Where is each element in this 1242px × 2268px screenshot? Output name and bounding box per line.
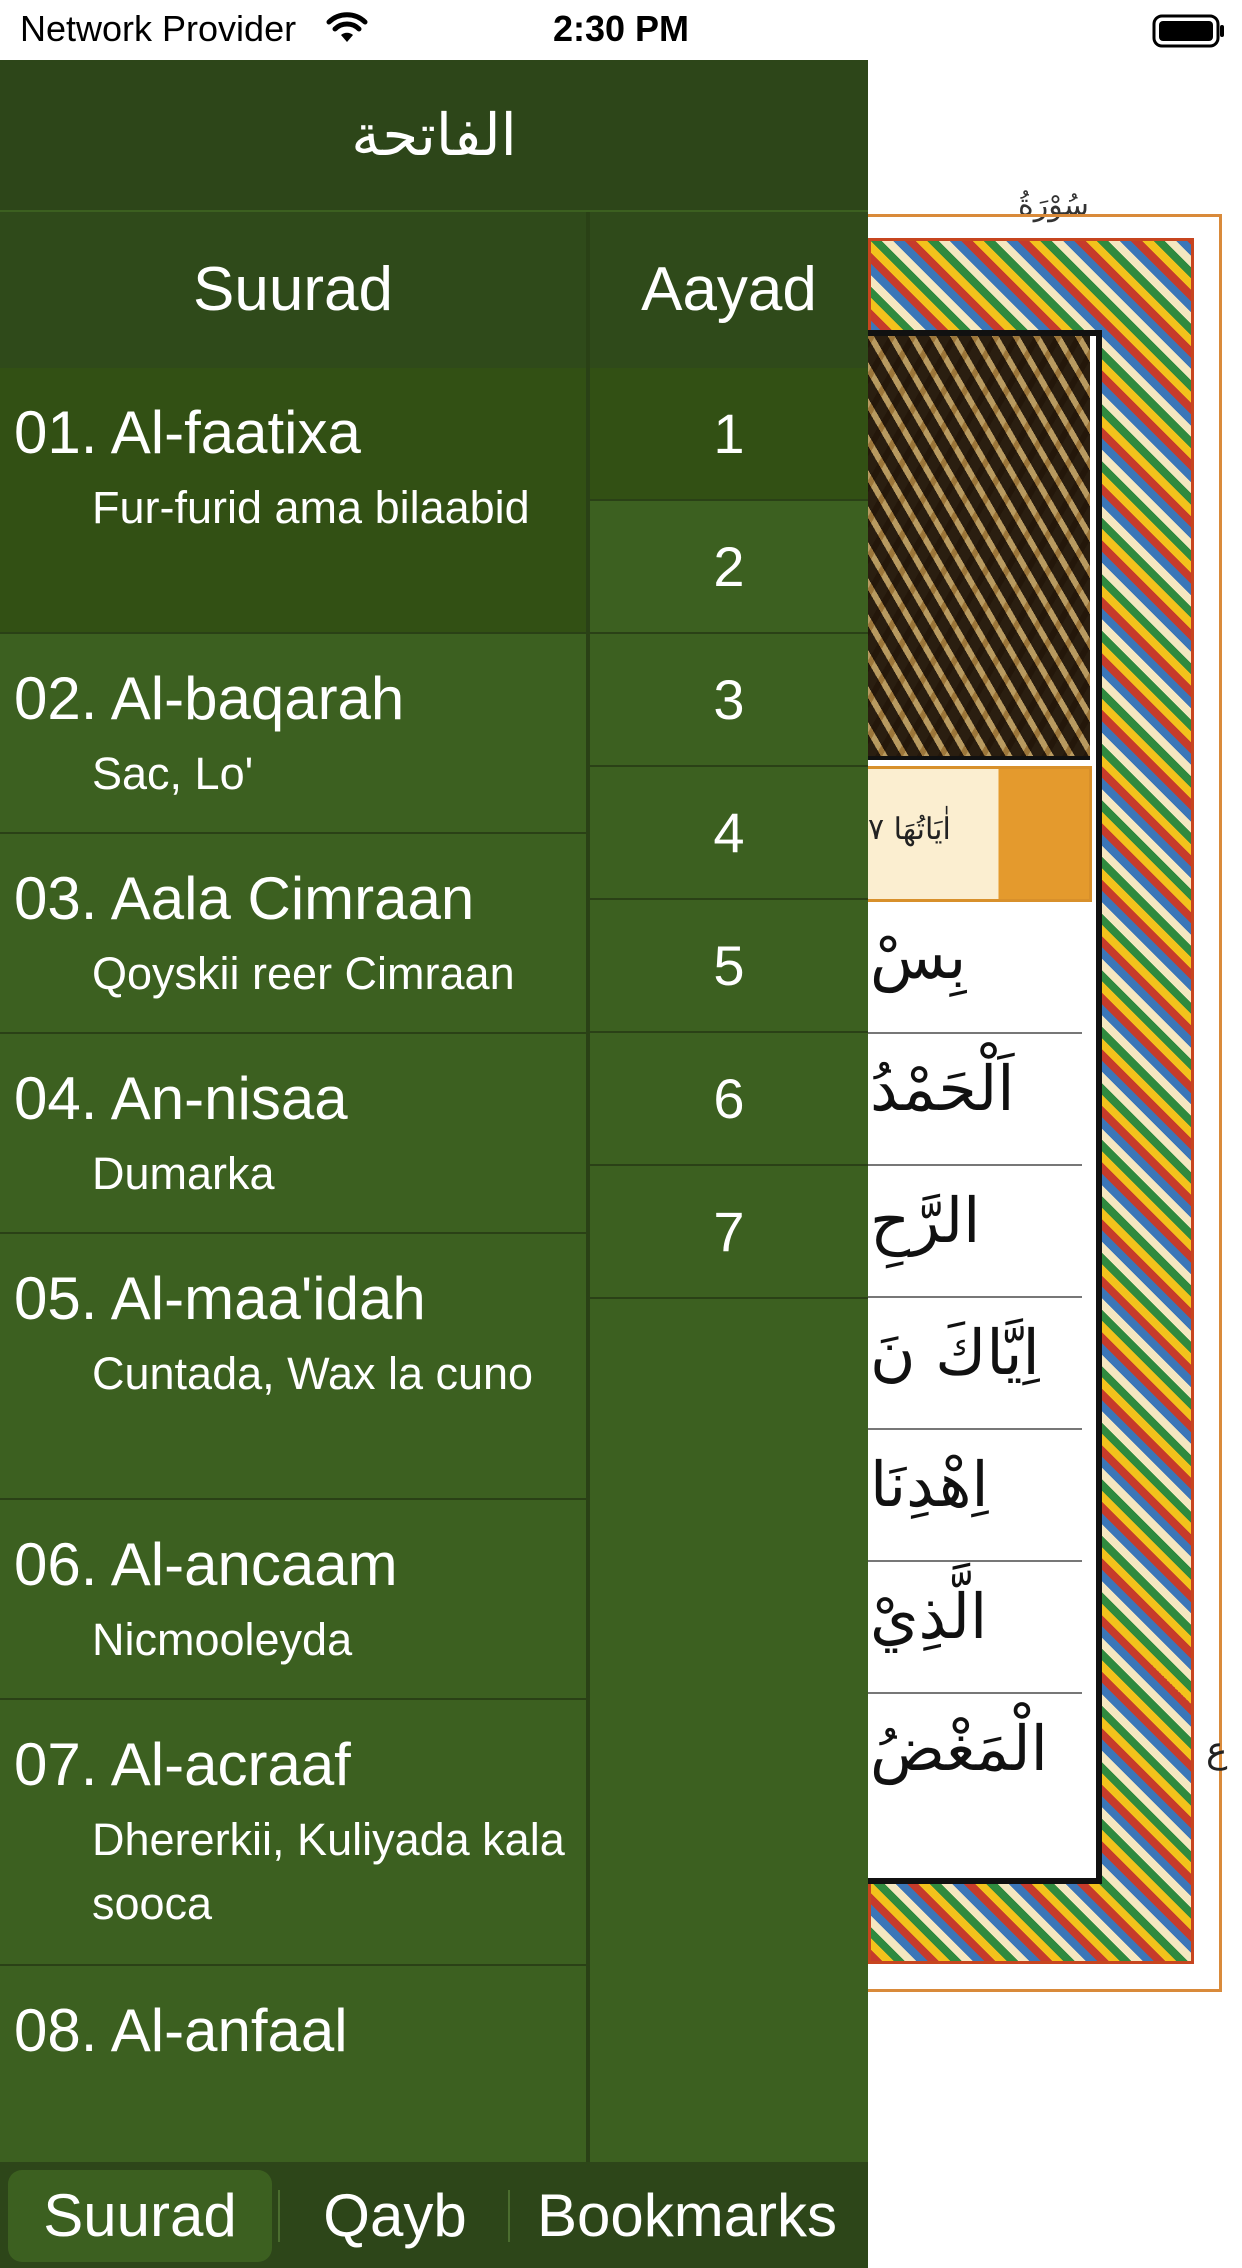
sura-name: 02. Al-baqarah xyxy=(14,665,405,732)
sura-name: 06. Al-ancaam xyxy=(14,1531,398,1598)
sura-row[interactable] xyxy=(0,834,586,1034)
tab-bookmarks[interactable]: Bookmarks xyxy=(536,2182,838,2249)
aya-row[interactable]: 2 xyxy=(590,501,868,634)
sura-row[interactable] xyxy=(0,368,586,634)
side-menu xyxy=(0,60,868,2249)
sura-name: 01. Al-faatixa xyxy=(14,399,361,466)
tab-separator xyxy=(278,2190,280,2242)
aya-row[interactable]: 5 xyxy=(590,900,868,1033)
verse-text: اَلْحَمْدُ xyxy=(870,1052,1015,1125)
sura-name: 05. Al-maa'idah xyxy=(14,1265,426,1332)
sura-name: 03. Aala Cimraan xyxy=(14,865,475,932)
sura-row[interactable] xyxy=(0,1234,586,1500)
tab-suurad[interactable]: Suurad xyxy=(8,2170,272,2262)
sura-translation: Fur-furid ama bilaabid xyxy=(92,482,530,533)
sura-translation: Cuntada, Wax la cuno xyxy=(92,1348,534,1399)
sura-name: 04. An-nisaa xyxy=(14,1065,348,1132)
aya-row[interactable]: 4 xyxy=(590,767,868,900)
tab-separator xyxy=(508,2190,510,2242)
clock: 2:30 PM xyxy=(552,8,690,49)
menu-header xyxy=(0,60,868,210)
sura-list[interactable] xyxy=(0,368,586,2162)
sura-row[interactable] xyxy=(0,1700,586,1966)
battery-icon xyxy=(1152,14,1226,53)
aya-column-header: Aayad xyxy=(590,212,868,368)
sura-name: 08. Al-anfaal xyxy=(14,1997,348,2064)
verse-text: الرَّحِ xyxy=(870,1184,981,1257)
sura-row[interactable] xyxy=(0,1500,586,1700)
aya-row[interactable]: 1 xyxy=(590,368,868,501)
aya-row[interactable]: 7 xyxy=(590,1166,868,1299)
sura-row[interactable] xyxy=(0,634,586,834)
sura-translation: Qoyskii reer Cimraan xyxy=(92,948,515,999)
status-bar xyxy=(0,0,1242,60)
verse-text: الْمَغْضُ xyxy=(870,1712,1048,1785)
verse-text: اِهْدِنَا xyxy=(870,1448,989,1521)
sura-translation: Nicmooleyda xyxy=(92,1614,353,1665)
tab-qayb[interactable]: Qayb xyxy=(323,2182,467,2249)
sura-row[interactable] xyxy=(0,1034,586,1234)
verse-text: اِيَّاكَ نَ xyxy=(870,1316,1040,1389)
rukoo-mark: ع xyxy=(1206,1730,1228,1771)
aya-count-text: اٰيَاتُهَا ٧ xyxy=(868,812,951,847)
sura-name: 07. Al-acraaf xyxy=(14,1731,351,1798)
sura-heading: سُوْرَةُ xyxy=(1018,188,1089,223)
aya-row[interactable]: 3 xyxy=(590,634,868,767)
sura-translation: Dhererkii, Kuliyada kala sooca xyxy=(92,1814,565,1929)
verse-text: بِسْ xyxy=(870,920,967,993)
sura-translation: Sac, Lo' xyxy=(92,748,254,799)
segmented-tab-bar xyxy=(0,2162,868,2268)
menu-title: الفاتحة xyxy=(351,101,517,169)
carrier-label: Network Provider xyxy=(20,8,297,49)
verse-text: الَّذِيْ xyxy=(870,1580,988,1653)
ornamental-header-image xyxy=(860,336,1090,760)
sura-translation: Dumarka xyxy=(92,1148,275,1199)
aya-row[interactable]: 6 xyxy=(590,1033,868,1166)
sura-column-header: Suurad xyxy=(0,212,586,368)
